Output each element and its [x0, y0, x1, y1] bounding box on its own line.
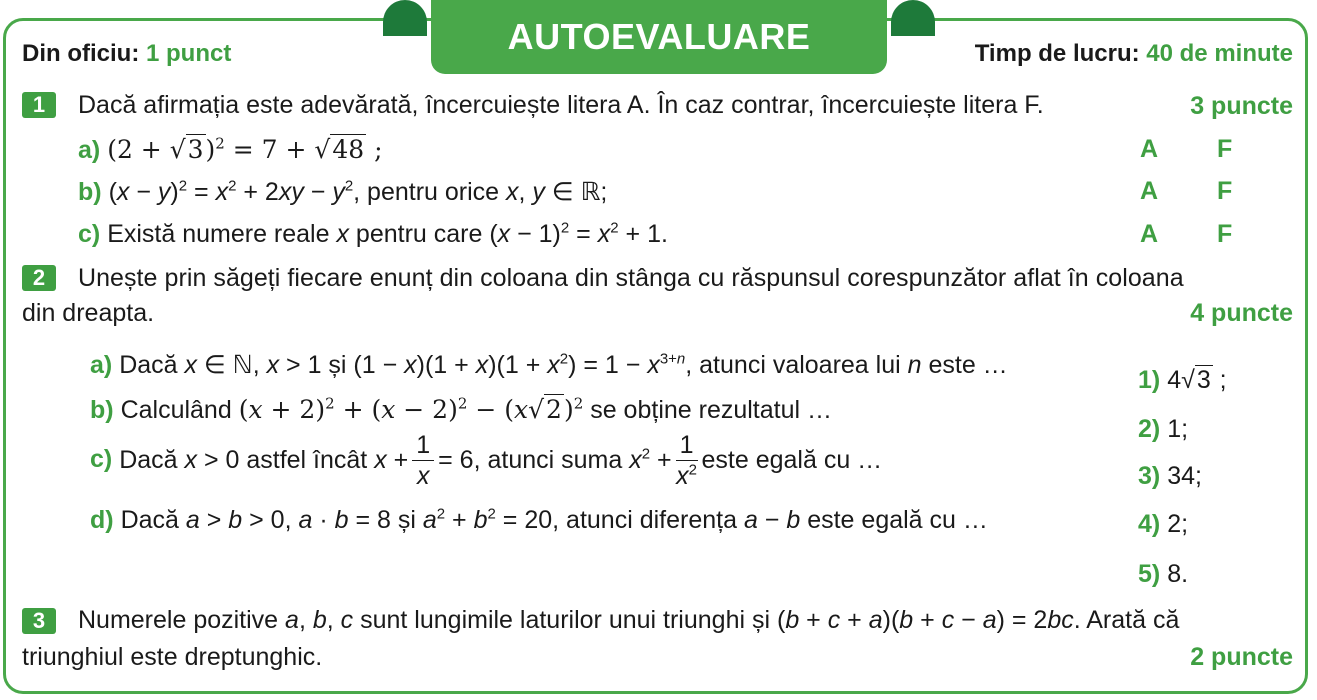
exercise3-number-badge: [22, 608, 56, 634]
exercise2-number: 2: [22, 265, 56, 291]
exercise2-item-a: a) Dacă x ∈ ℕ, x > 1 și $(1 - x)(1 + x)(1 + x^2) = 1 - x^{3+n}$, atunci valoarea lui n este …: [90, 350, 1008, 379]
din-oficiu-label: Din oficiu:: [22, 40, 140, 67]
answer-3: [1138, 462, 1202, 491]
exercise1-item-b: b) $(x - y)^2 = x^2 + 2xy - y^2$, pentru orice x, y ∈ ℝ;: [78, 177, 608, 206]
exercise2-item-c: c) Dacă x > 0 astfel încât x + $\frac{1}{x}$ = 6, atunci suma $x^2$ + $\frac{1}{x^2}$ este egală cu …: [90, 431, 883, 490]
answer-f-2[interactable]: F: [1217, 177, 1233, 205]
exercise3-text-line2: triunghiul este dreptunghic.: [22, 643, 323, 671]
tab-right-bump: [891, 0, 935, 36]
exercise1-item-a: a) $(2 + √3)^2 = 7 + √48$ ;: [78, 134, 383, 164]
page-title: AUTOEVALUARE: [431, 0, 887, 74]
timp-de-lucru: [975, 40, 1293, 68]
exercise2-item-d: d) Dacă a > b > 0, a · b = 8 și $a^2 + b^2 = 20$, atunci diferența a − b este egală cu …: [90, 505, 988, 534]
exercise2-text-line2: din dreapta.: [22, 299, 155, 327]
exercise3-text-line1: Numerele pozitive a, b, c sunt lungimile laturilor unui triunghi și (b + c + a)(b + c − a) = 2bc. Arată că: [78, 606, 1180, 634]
exercise2-number-badge: [22, 265, 56, 291]
answer-text: 1;: [1167, 415, 1189, 443]
din-oficiu: [22, 40, 231, 68]
answer-4: [1138, 510, 1188, 539]
item-label: d): [90, 506, 114, 534]
exercise2-item-b: b) Calculând $(x + 2)^2 + (x - 2)^2 - (x√2)^2$ se obține rezultatul …: [90, 394, 833, 424]
exercise3-number: 3: [22, 608, 56, 634]
timp-value: 40 de minute: [1146, 40, 1293, 67]
item-label: b): [78, 178, 102, 206]
answer-text: 2;: [1167, 510, 1189, 538]
exercise2-points: 4 puncte: [1190, 299, 1293, 327]
title-tab: [383, 0, 935, 76]
answer-label: 1): [1138, 366, 1161, 394]
answer-a-3[interactable]: A: [1140, 220, 1159, 248]
answer-f-1[interactable]: F: [1217, 135, 1233, 163]
exercise1-number-badge: [22, 92, 56, 118]
exercise1-number: 1: [22, 92, 56, 118]
exercise1-text: Dacă afirmația este adevărată, încercuiește litera A. În caz contrar, încercuiește litera F.: [78, 91, 1044, 119]
answer-5: [1138, 560, 1188, 589]
answer-a-2[interactable]: A: [1140, 177, 1159, 205]
answer-label: 2): [1138, 415, 1161, 443]
item-label: c): [90, 445, 113, 474]
exercise2-text-line1: Unește prin săgeți fiecare enunț din coloana din stânga cu răspunsul corespunzător aflat în coloana: [78, 264, 1184, 292]
answer-2: [1138, 415, 1188, 444]
answer-label: 4): [1138, 510, 1161, 538]
timp-label: Timp de lucru:: [974, 40, 1140, 67]
answer-text: 8.: [1167, 560, 1189, 588]
answer-label: 5): [1138, 560, 1161, 588]
item-label: a): [90, 351, 113, 379]
item-label: b): [90, 396, 114, 424]
exercise1-points: 3 puncte: [1190, 92, 1293, 120]
exercise1-item-c: c) Există numere reale x pentru care $(x - 1)^2 = x^2 + 1$.: [78, 219, 668, 248]
din-oficiu-value: 1 punct: [146, 40, 232, 67]
answer-label: 3): [1138, 462, 1161, 490]
answer-f-3[interactable]: F: [1217, 220, 1233, 248]
tab-left-bump: [383, 0, 427, 36]
exercise3-points: 2 puncte: [1190, 643, 1293, 671]
answer-a-1[interactable]: A: [1140, 135, 1159, 163]
answer-text: 34;: [1167, 462, 1202, 490]
answer-1: 1) 4√3 ;: [1138, 366, 1227, 394]
item-label: a): [78, 136, 101, 164]
item-label: c): [78, 220, 101, 248]
